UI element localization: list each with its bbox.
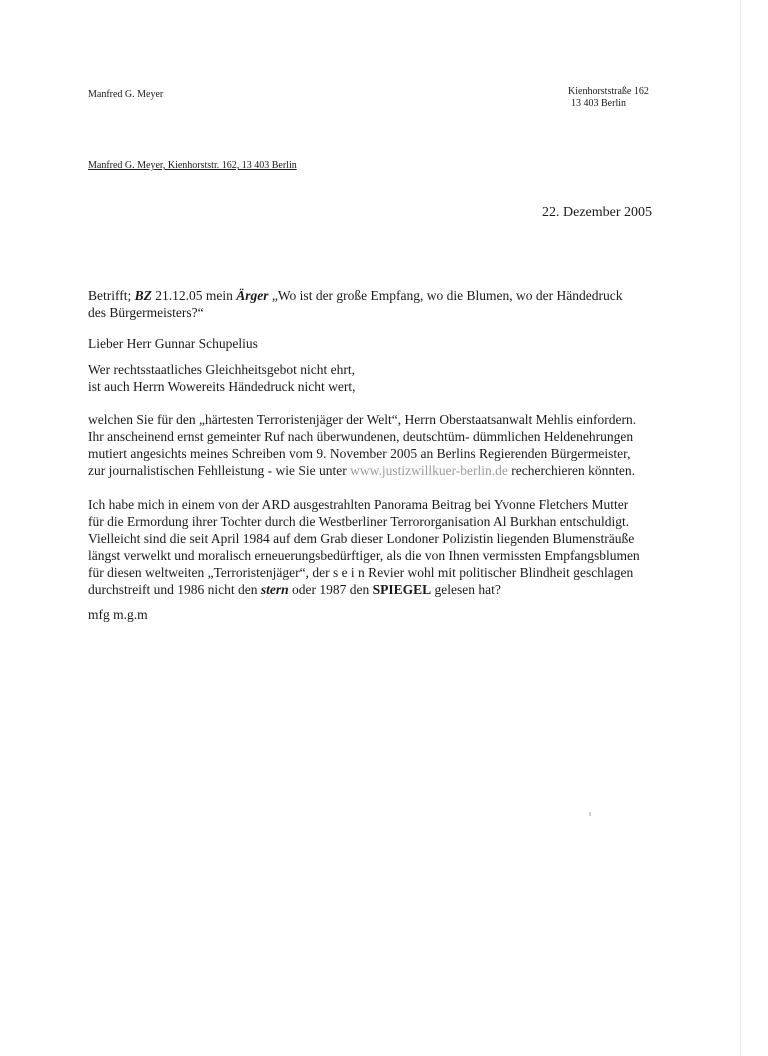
paragraph-2-line-6-c: gelesen hat? [434, 582, 501, 597]
salutation: Lieber Herr Gunnar Schupelius [88, 336, 258, 351]
paragraph-2-line-5: für diesen weltweiten „Terroristenjäger“, der s e i n Revier wohl mit politischer Blindheit geschlagen [88, 565, 634, 580]
paragraph-2 [88, 496, 692, 598]
paragraph-2-line-6 [88, 581, 692, 598]
verse [88, 361, 688, 395]
scan-speck [589, 812, 591, 816]
closing-signature: mfg m.g.m [88, 607, 148, 622]
sender-name: Manfred G. Meyer [88, 89, 164, 100]
verse-line-1: Wer rechtsstaatliches Gleichheitsgebot nicht ehrt, [88, 362, 355, 377]
subject-column: Ärger [236, 288, 269, 303]
paragraph-1-line-1: welchen Sie für den „härtesten Terroristenjäger der Welt“, Herrn Oberstaatsanwalt Mehlis einfordern. [88, 412, 637, 427]
paragraph-1-line-4-after: recherchieren könnten. [511, 463, 635, 478]
verse-line-2: ist auch Herrn Wowereits Händedruck nicht wert, [88, 379, 356, 394]
paragraph-2-line-4: längst verwelkt und moralisch erneuerungsbedürftiger, als die von Ihnen vermissten Empfangsblumen [88, 548, 640, 563]
paragraph-2-line-1: Ich habe mich in einem von der ARD ausgestrahlten Panorama Beitrag bei Yvonne Fletchers Mutter [88, 497, 629, 512]
stern-title: stern [260, 582, 289, 597]
paragraph-1-line-2: Ihr anscheinend ernst gemeinter Ruf nach überwundenen, deutschtüm- dümmlichen Heldenehrungen [88, 429, 634, 444]
address-city: 13 403 Berlin [571, 98, 626, 109]
paragraph-2-line-3: Vielleicht sind die seit April 1984 auf dem Grab dieser Londoner Polizistin liegenden Blumensträuße [88, 531, 635, 546]
paragraph-2-line-6-b: oder 1987 den [291, 582, 370, 597]
paragraph-2-line-6-a: durchstreift und 1986 nicht den [88, 582, 258, 597]
address-street: Kienhorststraße 162 [568, 86, 649, 97]
paragraph-1 [88, 411, 692, 479]
paragraph-1-line-3: mutiert angesichts meines Schreiben vom 9. November 2005 an Berlins Regierenden Bürgermeister, [88, 446, 631, 461]
subject-paper: BZ [134, 288, 152, 303]
return-address-line: Manfred G. Meyer, Kienhorststr. 162, 13 403 Berlin [88, 160, 297, 171]
paragraph-1-line-4 [88, 462, 692, 479]
paragraph-2-line-2: für die Ermordung ihrer Tochter durch die Westberliner Terrororganisation Al Burkhan entschuldigt. [88, 514, 630, 529]
sender-address [568, 86, 688, 110]
scan-edge-mark [740, 0, 741, 1056]
spiegel-title: SPIEGEL [372, 582, 432, 597]
subject-date: 21.12.05 mein [155, 288, 233, 303]
paragraph-1-line-4-before: zur journalistischen Fehlleistung - wie Sie unter [88, 463, 347, 478]
subject-quote-2: des Bürgermeisters?“ [88, 305, 204, 320]
subject-label: Betrifft; [88, 288, 132, 303]
website-link[interactable]: www.justizwillkuer-berlin.de [350, 463, 508, 478]
letter-date: 22. Dezember 2005 [542, 205, 653, 220]
subject-quote-1: „Wo ist der große Empfang, wo die Blumen, wo der Händedruck [271, 288, 623, 303]
subject-line [88, 287, 688, 321]
